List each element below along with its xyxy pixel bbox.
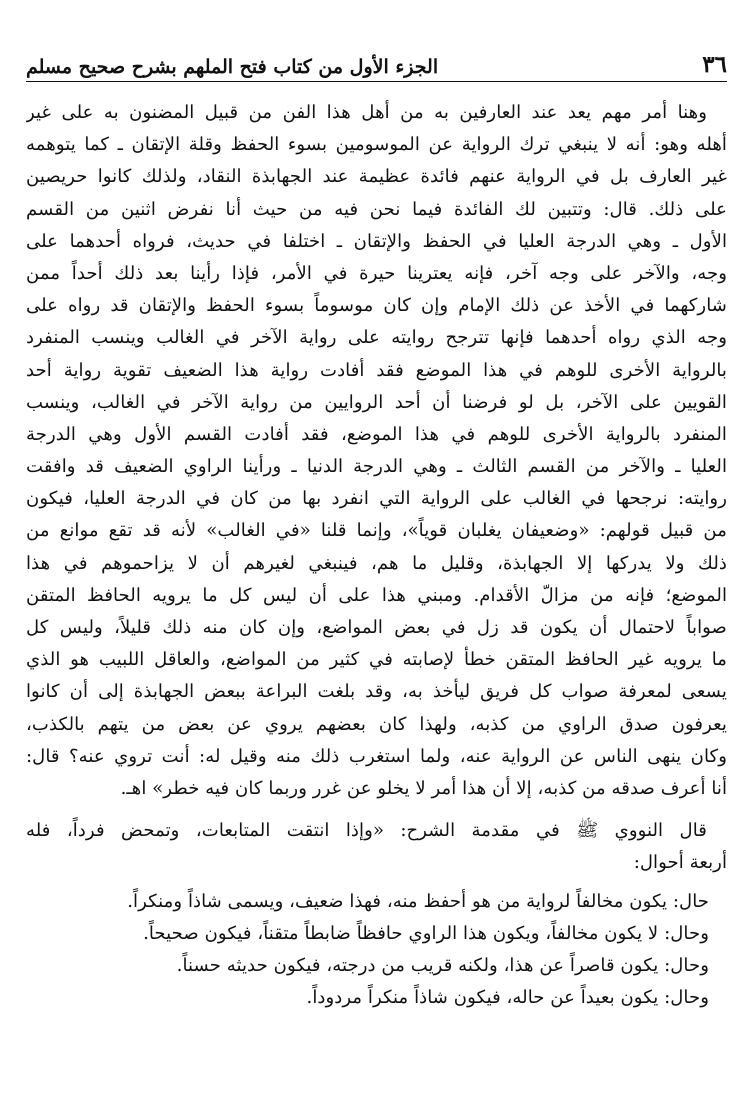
case-item: وحال: لا يكون مخالفاً، ويكون هذا الراوي حافظاً ضابطاً متقناً، فيكون صحيحاً.: [143, 922, 709, 944]
text-line: يعرفون صدق الراوي من كذبه، ولهذا كان بعضهم يروي عن بعض من يتهم بالكذب،: [26, 713, 727, 735]
case-item: حال: يكون مخالفاً لرواية من هو أحفظ منه، فهذا ضعيف، ويسمى شاذاً ومنكراً.: [127, 890, 709, 912]
text-line: وكان ينهى الناس عن الرواية عنه، ولما استغرب ذلك منه وقيل له: أنت تروي عنه؟ قال:: [26, 745, 727, 767]
text-line: صواباً لاحتمال أن يكون قد زل في بعض المواضع، وإن كان منه ذلك قليلاً، وليس كل: [26, 617, 727, 638]
text-line: العليا ـ والآخر من القسم الثالث ـ وهي الدرجة الدنيا ـ ورأينا الراوي الضعيف قد وافقت: [26, 456, 727, 478]
text-line: ما يرويه غير الحافظ المتقن خطأ لإصابته في كثير من المواضع، والعاقل اللبيب هو الذي: [26, 649, 727, 671]
body-text: [26, 97, 727, 1014]
text-line: أنا أعرف صدقه من كذبه، إلا أن هذا أمر لا يخلو عن غرر وربما كان فيه خطر» اهـ.: [120, 777, 727, 799]
text-line: المنفرد بالرواية الأخرى للوهم في هذا الموضع، فقد أفادت القسم الأول وهي الدرجة: [26, 423, 727, 445]
page-header: [26, 42, 727, 82]
text-line: يسعى لمعرفة صواب كل فريق ليأخذ به، وقد بلغت البراعة ببعض الجهابذة إلى أن كانوا: [26, 681, 727, 703]
text-line: وهنا أمر مهم يعد عند العارفين به من أهل هذا الفن من قبيل المضنون به على غير: [26, 102, 707, 123]
text-line: شاركهما في الأخذ عن ذلك الإمام وإن كان موسوماً بسوء الحفظ والإتقان قد رواه على: [26, 295, 727, 317]
text-line: بالرواية الأخرى للوهم في هذا الموضع فقد أفادت رواية هذا الضعيف تقوية رواية أحد: [26, 359, 727, 381]
text-line: على ذلك. قال: وتتبين لك الفائدة فيما نحن فيه من حيث أنا نفرض اثنين من القسم: [26, 198, 727, 220]
cases-list: [26, 886, 727, 1015]
text-line: وجه الذي رواه أحدهما فإنها تترجح روايته على رواية الآخر في الغالب وينسب المنفرد: [26, 327, 727, 349]
text-line: الموضع؛ فإنه من مزالّ الأقدام. ومبني هذا على أن ليس كل ما يرويه الحافظ المتقن: [26, 584, 727, 606]
text-line: أربعة أحوال:: [633, 852, 727, 874]
text-line: وجه، والآخر على وجه آخر، فإنه يعترينا حيرة في الأمر، فإذا رأينا بعد ذلك أحداً ممن: [26, 262, 727, 284]
text-line: القويين على الآخر، بل لو فرضنا أن أحد الروايين من رواية الآخر في الغالب، وينسب: [26, 391, 727, 413]
case-item: وحال: يكون قاصراً عن هذا، ولكنه قريب من درجته، فيكون حديثه حسناً.: [176, 954, 709, 976]
running-title: الجزء الأول من كتاب فتح الملهم بشرح صحيح مسلم: [26, 56, 439, 78]
text-line: قال النووي ﷺ في مقدمة الشرح: «وإذا انتقت المتابعات، وتمحض فرداً، فله: [26, 820, 707, 842]
paragraph-1: [26, 97, 727, 805]
text-line: من قبيل قولهم: «وضعيفان يغلبان قوياً»، وإنما قلنا «في الغالب» لأنه قد تقع موانع من: [26, 520, 727, 542]
paragraph-gap: [26, 805, 727, 815]
case-item: وحال: يكون بعيداً عن حاله، فيكون شاذاً منكراً مردوداً.: [306, 987, 709, 1009]
text-line: ذلك ولا يدركها إلا الجهابذة، وقليل ما هم، فينبغي لغيرهم أن لا يزاحموهم في هذا: [26, 552, 727, 574]
page-number: ٣٦: [702, 51, 727, 78]
paragraph-2: [26, 815, 727, 879]
text-line: روايته: نرجحها في الغالب على الرواية التي انفرد بها من كان في الدرجة العليا، فيكون: [26, 488, 727, 510]
text-line: أهله وهو: أنه لا ينبغي ترك الرواية عن الموسومين بسوء الحفظ وقلة الإتقان ـ كما يتوهمه: [26, 134, 727, 156]
text-line: غير العارف بل في الرواية عنهم فائدة عظيمة عند الجهابذة النقاد، ولذلك كانوا حريصين: [26, 166, 727, 188]
text-line: الأول ـ وهي الدرجة العليا في الحفظ والإتقان ـ اختلفا في حديث، فرواه أحدهما على: [26, 230, 727, 252]
